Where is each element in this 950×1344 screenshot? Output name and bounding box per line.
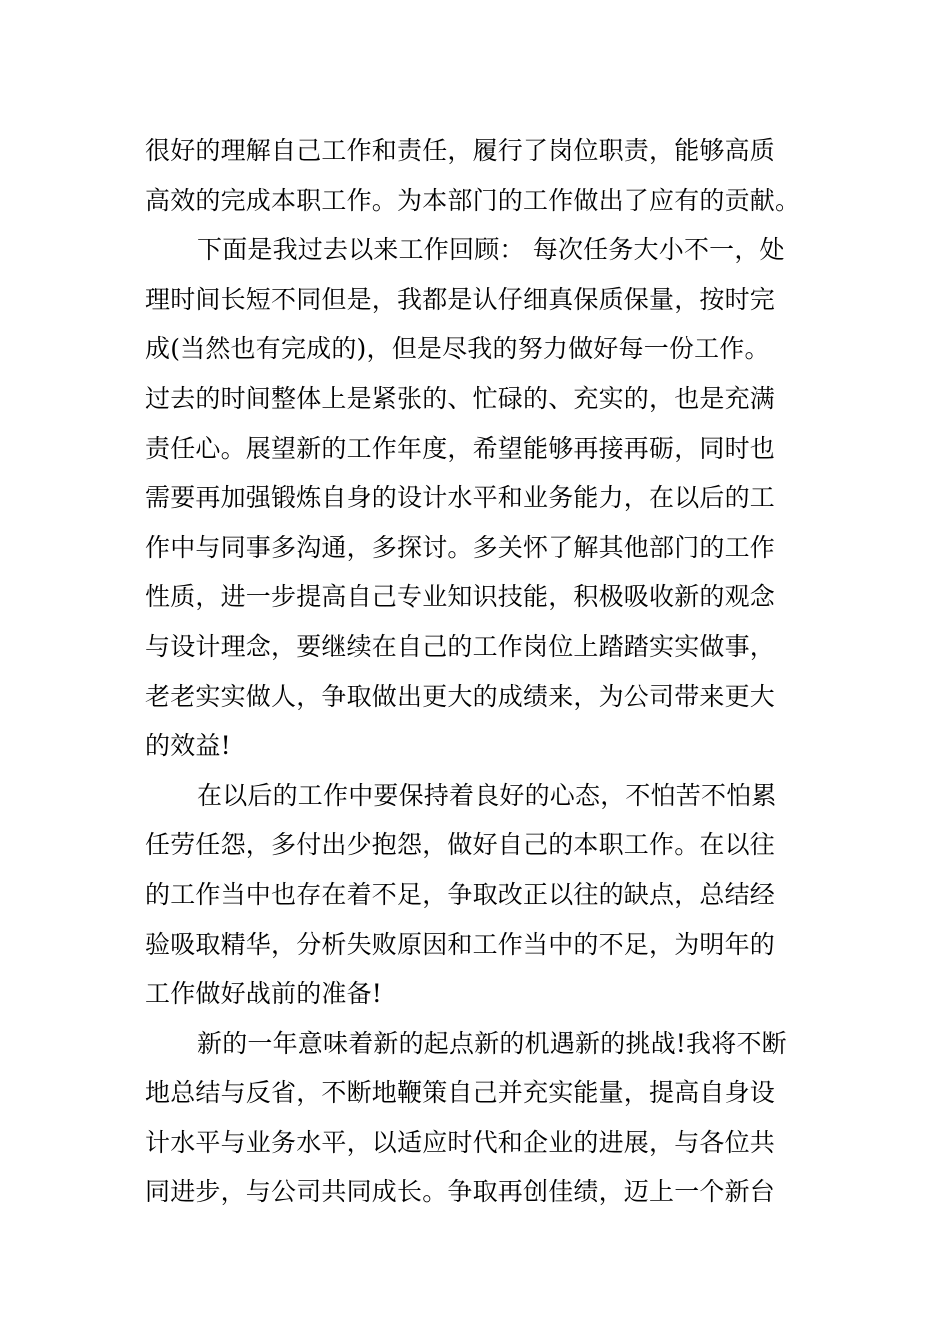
text-line: 责任心。展望新的工作年度，希望能够再接再砺，同时也 [145, 433, 776, 463]
text-line: 高效的完成本职工作。为本部门的工作做出了应有的贡献。 [145, 185, 801, 215]
text-line: 作中与同事多沟通，多探讨。多关怀了解其他部门的工作 [145, 532, 776, 562]
text-line: 需要再加强锻炼自身的设计水平和业务能力，在以后的工 [145, 483, 776, 513]
text-line: 同进步，与公司共同成长。争取再创佳绩，迈上一个新台 [145, 1177, 776, 1207]
paragraph-1 [145, 126, 815, 225]
text-line: 与设计理念，要继续在自己的工作岗位上踏踏实实做事， [145, 631, 776, 661]
text-line: 理时间长短不同但是，我都是认仔细真保质保量，按时完 [145, 284, 776, 314]
text-line: 的效益! [145, 731, 231, 761]
paragraph-4 [145, 1019, 815, 1217]
text-line: 的工作当中也存在着不足，争取改正以往的缺点，总结经 [145, 879, 776, 909]
text-line: 任劳任怨，多付出少抱怨，做好自己的本职工作。在以往 [145, 830, 776, 860]
text-line: 新的一年意味着新的起点新的机遇新的挑战!我将不断 [197, 1028, 787, 1058]
text-line: 老老实实做人，争取做出更大的成绩来，为公司带来更大 [145, 681, 776, 711]
text-line: 在以后的工作中要保持着良好的心态，不怕苦不怕累 [197, 780, 777, 810]
text-line: 工作做好战前的准备! [145, 979, 383, 1009]
paragraph-3 [145, 771, 815, 1019]
text-line: 计水平与业务水平，以适应时代和企业的进展，与各位共 [145, 1127, 776, 1157]
document-body [145, 126, 815, 1217]
text-line: 很好的理解自己工作和责任，履行了岗位职责，能够高质 [145, 136, 776, 165]
text-line: 过去的时间整体上是紧张的、忙碌的、充实的，也是充满 [145, 383, 776, 413]
text-line: 下面是我过去以来工作回顾： 每次任务大小不一，处 [197, 235, 785, 265]
paragraph-2 [145, 225, 815, 771]
text-line: 验吸取精华，分析失败原因和工作当中的不足，为明年的 [145, 929, 776, 959]
text-line: 成(当然也有完成的)，但是尽我的努力做好每一份工作。 [145, 334, 770, 364]
text-line: 性质，进一步提高自己专业知识技能，积极吸收新的观念 [145, 582, 776, 612]
text-line: 地总结与反省，不断地鞭策自己并充实能量，提高自身设 [145, 1078, 776, 1108]
